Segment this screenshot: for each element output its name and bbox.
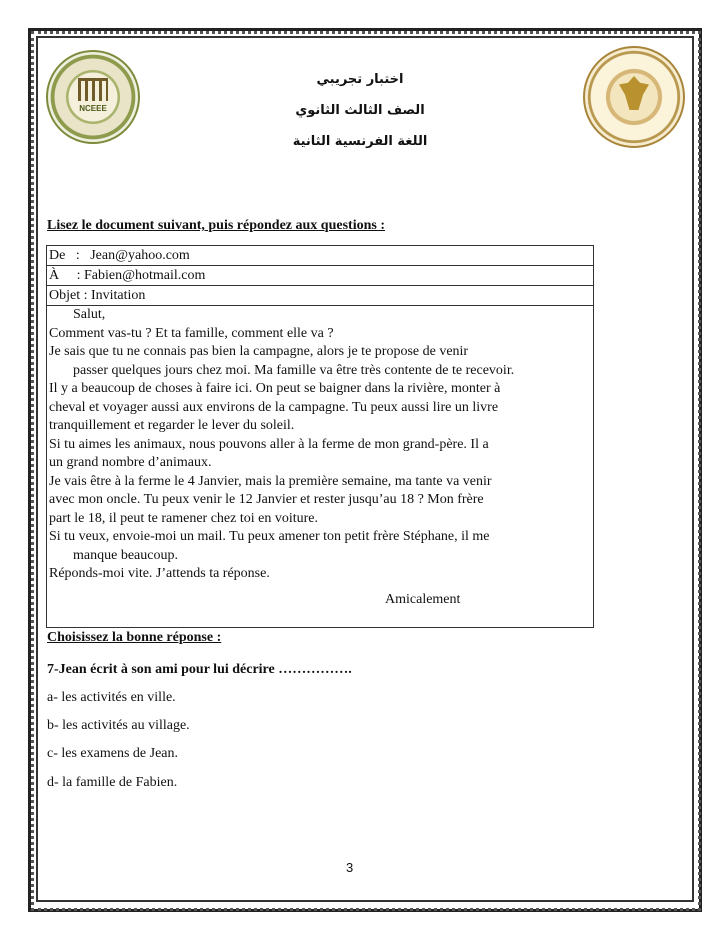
eagle-icon	[619, 76, 649, 110]
email-line: Comment vas-tu ? Et ta famille, comment elle va ?	[49, 325, 334, 341]
option-b: b- les activités au village.	[47, 718, 190, 733]
page-number: 3	[346, 860, 354, 875]
email-line: Réponds-moi vite. J’attends ta réponse.	[49, 566, 270, 581]
email-line: part le 18, il peut te ramener chez toi en voiture.	[49, 510, 319, 526]
section-title: Choisissez la bonne réponse :	[47, 630, 222, 645]
email-line: Salut,	[73, 307, 106, 322]
email-body	[49, 306, 589, 584]
email-line: Si tu aimes les animaux, nous pouvons aller à la ferme de mon grand-père. Il a	[49, 436, 489, 452]
subject-title: اللغة الفرنسية الثانية	[292, 134, 428, 149]
email-subject: Objet : Invitation	[47, 286, 593, 306]
building-icon	[78, 78, 108, 101]
option-d: d- la famille de Fabien.	[47, 775, 178, 790]
reading-instruction: Lisez le document suivant, puis répondez aux questions :	[47, 218, 385, 233]
email-to: À : Fabien@hotmail.com	[47, 266, 593, 286]
exam-title: اختبار تجريبي	[316, 72, 404, 87]
email-line: Je vais être à la ferme le 4 Janvier, mais la première semaine, ma tante va venir	[49, 473, 492, 489]
email-line: passer quelques jours chez moi. Ma famille va être très contente de te recevoir.	[73, 362, 515, 378]
email-signoff: Amicalement	[385, 592, 461, 607]
email-line: manque beaucoup.	[73, 547, 178, 563]
email-from: De : Jean@yahoo.com	[47, 246, 593, 266]
email-document	[46, 245, 594, 628]
nceee-logo	[46, 50, 140, 144]
email-line: Si tu veux, envoie-moi un mail. Tu peux amener ton petit frère Stéphane, il me	[49, 529, 490, 544]
email-line: avec mon oncle. Tu peux venir le 12 Janvier et rester jusqu’au 18 ? Mon frère	[49, 492, 484, 507]
logo-left-label: NCEEE	[79, 104, 107, 113]
ministry-seal-logo	[583, 46, 685, 148]
question-7: 7-Jean écrit à son ami pour lui décrire …………….	[47, 662, 352, 677]
email-line: cheval et voyager aussi aux environs de la campagne. Tu peux aussi lire un livre	[49, 399, 499, 415]
email-line: un grand nombre d’animaux.	[49, 455, 212, 470]
option-a: a- les activités en ville.	[47, 690, 176, 705]
option-c: c- les examens de Jean.	[47, 746, 178, 761]
email-line: Il y a beaucoup de choses à faire ici. On peut se baigner dans la rivière, monter à	[49, 381, 501, 396]
email-line: Je sais que tu ne connais pas bien la campagne, alors je te propose de venir	[49, 344, 469, 359]
email-line: tranquillement et regarder le lever du soleil.	[49, 418, 295, 433]
grade-title: الصف الثالث الثانوي	[295, 103, 425, 118]
